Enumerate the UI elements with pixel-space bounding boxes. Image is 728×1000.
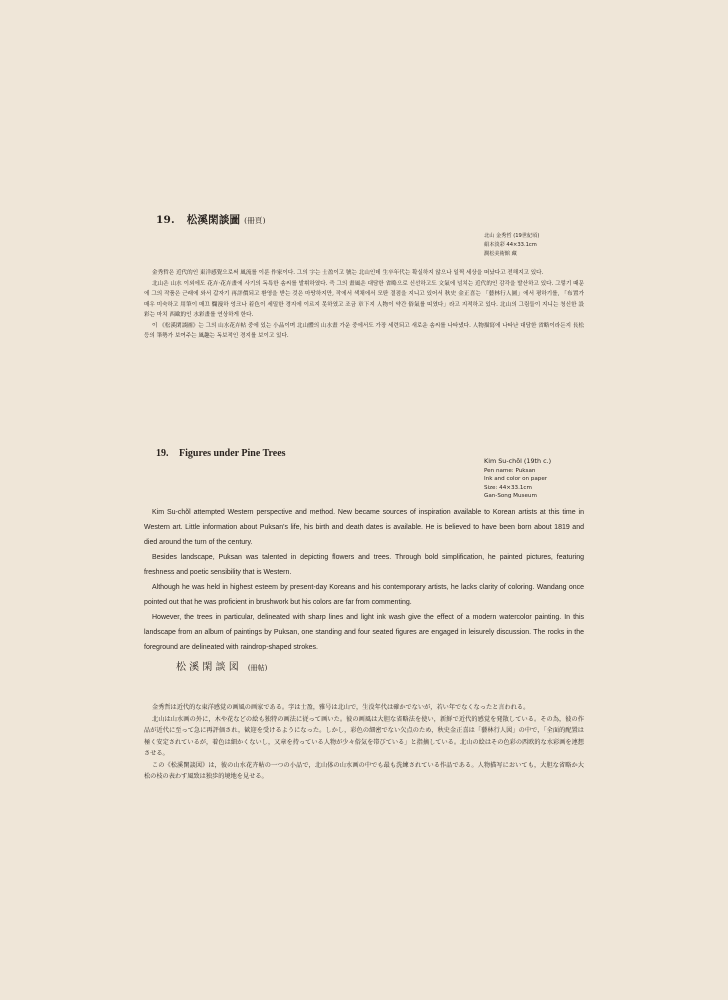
korean-title-sub: (冊頁) [244,216,266,225]
korean-title: 松溪閑談圖 [186,214,241,226]
korean-meta-line: 澗松美術館 藏 [484,251,517,257]
japanese-title-sub: (冊帖) [247,664,268,672]
korean-meta-line: 北山 金秀哲 (19世紀頃) [484,233,540,239]
english-paragraph: Although he was held in highest esteem by present-day Koreans and his contemporary artists, he lacks clarity of coloring. Wandang once pointed out that he was proficient in brushwork but his colors are far from commenting. [144,584,584,606]
japanese-heading [176,658,267,673]
korean-title-number: 19. [156,214,175,226]
english-meta-line: Size: 44×33.1cm [484,484,532,491]
english-paragraph: However, the trees in particular, delineated with sharp lines and light ink wash give the effect of a modern watercolor painting. In this landscape from an album of paintings by Puksan, one standing and four seated figures are engaged in leisurely discussion. The rocks in the foreground are delineated with raindrop-shaped strokes. [144,614,584,651]
english-heading [156,448,286,459]
english-meta-line: Ink and color on paper [484,476,548,483]
english-title-number: 19. [156,448,169,459]
english-paragraph: Besides landscape, Puksan was talented in depicting flowers and trees. Through bold simplification, he painted pictures, featuring freshness and poetic sensibility that is Western. [144,554,584,576]
japanese-paragraph: この《松溪閑談図》は，彼の山水花卉帖の一つの小品で，北山体の山水画の中でも最も洗練されている作品である。人物描写においても，大胆な省略か大松の枝の表わす風致は独歩的境地を見せる。 [144,761,584,780]
korean-meta [484,232,539,259]
korean-body [144,268,584,342]
english-body [144,505,584,655]
english-meta-line: Kim Su-chŏl (19th c.) [484,457,552,465]
english-meta-line: Gan-Song Museum [484,493,537,500]
korean-paragraph: 金秀哲은 近代的인 東洋感覺으로써 風流를 이룬 作家이다. 그의 字는 士盈이고 號는 北山인데 生卒年代는 확실하지 않으나 일찍 세상을 떠났다고 전해지고 있다. [152,270,544,276]
korean-heading [156,212,266,227]
english-title: Figures under Pine Trees [179,448,286,459]
korean-paragraph: 이 《松溪閑談圖》는 그의 山水花卉帖 중에 있는 小品이며 北山體의 山水畫 가운 중에서도 가장 세련되고 새로운 솜씨를 나타냈다. 人物描寫에 나타난 대담한 省略이라든지 長松등의 筆勢가 보여주는 風趣는 독보적인 경지를 보이고 있다. [144,322,584,339]
japanese-body [144,702,584,783]
korean-meta-line: 絹本淡彩 44×33.1cm [484,242,537,248]
english-meta-line: Pen name: Puksan [484,468,536,474]
japanese-paragraph: 北山は山水画の外に，木や花などの絵も独特の画法に従って画いた。彼の画風は大胆な省略法を使い，新鮮で近代的感覚を発散している。その為，彼の作品が近代に至って急に再評価され，歓迎を受けるようになった。しかし，彩色の細密でない欠点のため，秋史金正喜は「藝林行人図」の中で，「全面的配置は極く安定されているが，着色は細かくないし，又章を持っている人物が少々俗気を帯びている」と指摘している。北山の絵はその色彩の西欧的な水彩画を連想させる。 [144,715,584,757]
english-paragraph: Kim Su-chŏl attempted Western perspective and method. New became sources of inspiration available to Korean artists at this time in Western art. Little information about Puksan's life, his birth and death dates is available. He is believed to have been born about 1819 and died around the turn of the century. [144,509,584,546]
japanese-title: 松 溪 閑 談 図 [176,662,239,673]
japanese-paragraph: 金秀哲は近代的な東洋感覚の画風の画家である。字は士盈，雅号は北山で，生没年代は確かでないが，若い年でなくなったと言われる。 [152,704,530,711]
korean-paragraph: 北山은 山水 이외에도 花卉·花卉畫에 사기의 독특한 솜씨를 발휘하였다. 즉 그의 畫風은 대담한 省略으로 신선하고도 文氣에 넘치는 近代的인 감각을 발산하고 있다. 그렇기 때문에 그의 작품은 근래에 와서 갑자기 再評價되고 환영을 받는 것은 마땅하지만, 작에서 색채에서 모딴 결점을 지니고 있어서 秋史 金正喜는 「藝林行人圖」에서 평하기를, 「布置가 매우 미숙하고 用筆이 매끄 爛漫하 엉크나 着色이 세밀한 경지에 이르지 못하였고 조금 章下지 人物이 약간 俗氣를 띠였다」라고 지적하고 있다. 北山의 그림들이 지니는 청신한 設彩는 마치 西歐的인 水彩畫를 연상하게 한다. [144,280,584,318]
english-meta [484,456,551,501]
